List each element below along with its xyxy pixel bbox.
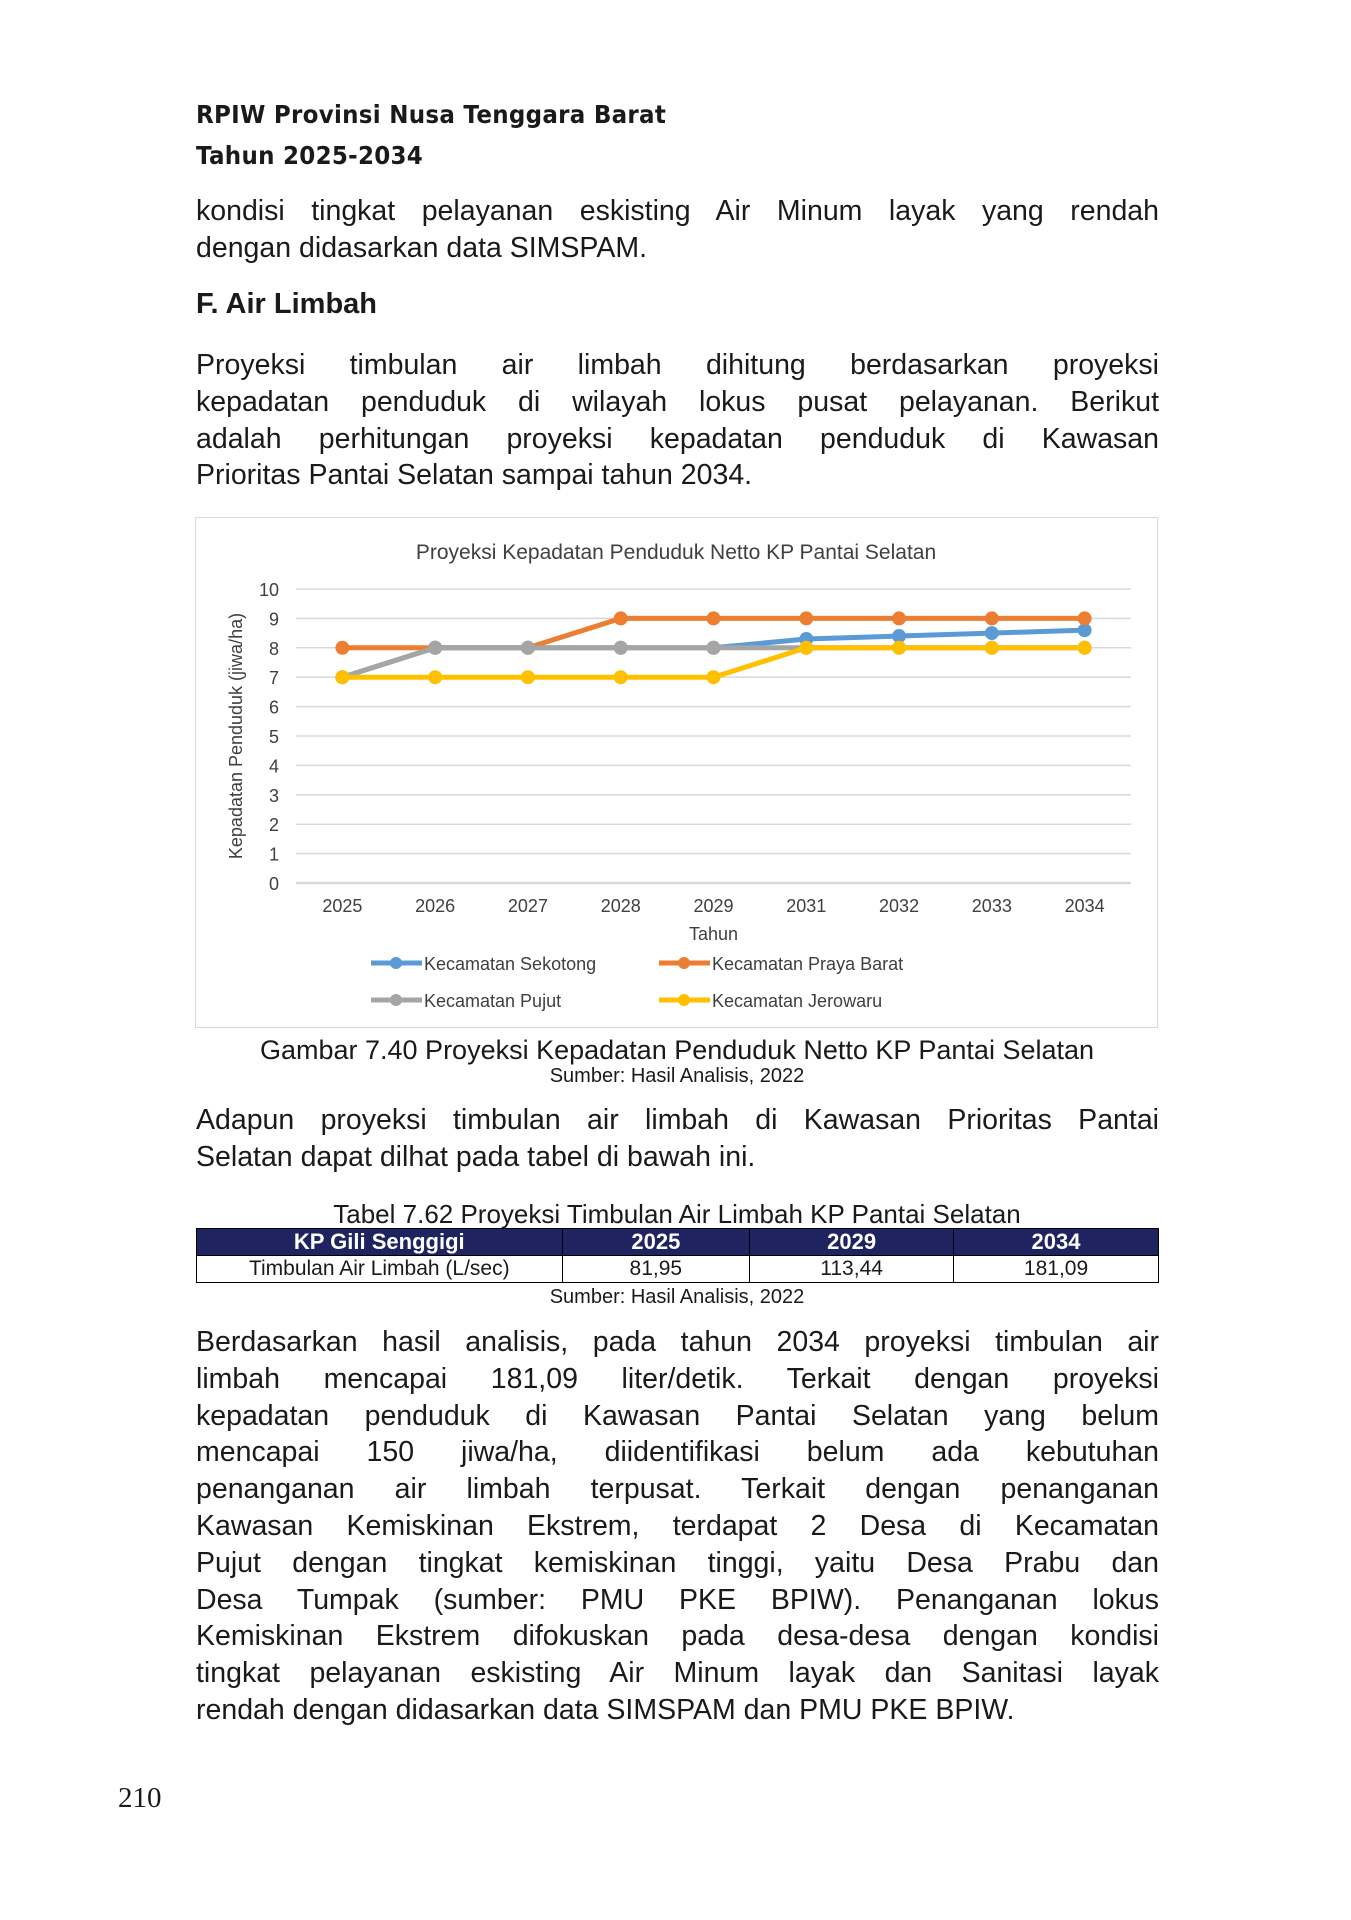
text-line: Kawasan Kemiskinan Ekstrem, terdapat 2 Desa di Kecamatan [196, 1509, 1159, 1542]
y-tick-label: 7 [268, 668, 279, 689]
y-tick-label: 1 [268, 844, 279, 865]
table-header-row [197, 1229, 1159, 1256]
legend-marker [678, 994, 690, 1006]
text-line: Selatan dapat dilhat pada tabel di bawah ini. [196, 1140, 756, 1173]
header-cell: 2034 [954, 1229, 1159, 1256]
data-point [614, 670, 628, 684]
line-chart [196, 518, 1157, 1027]
header-cell: KP Gili Senggigi [197, 1229, 563, 1256]
text-line: limbah mencapai 181,09 liter/detik. Terkait dengan proyeksi [196, 1362, 1159, 1395]
data-point [985, 611, 999, 625]
figure-source: Sumber: Hasil Analisis, 2022 [549, 1065, 805, 1087]
header-cell: 2029 [750, 1229, 954, 1256]
y-tick-label: 8 [268, 638, 279, 659]
x-tick-label: 2027 [507, 896, 548, 916]
text-line: kepadatan penduduk di Kawasan Pantai Selatan yang belum [196, 1399, 1159, 1432]
data-point [707, 611, 721, 625]
text-line: penanganan air limbah terpusat. Terkait dengan penanganan [196, 1473, 1159, 1506]
table-source: Sumber: Hasil Analisis, 2022 [549, 1286, 805, 1308]
legend-marker [390, 994, 402, 1006]
text-line: Proyeksi timbulan air limbah dihitung berdasarkan proyeksi [196, 349, 1159, 381]
legend-marker [678, 957, 690, 969]
data-point [707, 641, 721, 655]
data-point [335, 670, 349, 684]
y-tick-label: 2 [268, 815, 279, 836]
text-line: Kemiskinan Ekstrem difokuskan pada desa-desa dengan kondisi [196, 1620, 1159, 1653]
table-row [197, 1256, 1159, 1283]
x-tick-label: 2034 [1064, 896, 1105, 916]
text-line: Berdasarkan hasil analisis, pada tahun 2034 proyeksi timbulan air [196, 1326, 1159, 1358]
legend-label: Kecamatan Praya Barat [712, 954, 904, 974]
table-cell: 181,09 [954, 1256, 1159, 1283]
running-header-title: RPIW Provinsi Nusa Tenggara Barat [196, 100, 667, 129]
data-point [428, 670, 442, 684]
running-header-year: Tahun 2025-2034 [196, 141, 424, 170]
text-line: kondisi tingkat pelayanan eskisting Air Minum layak yang rendah [196, 195, 1159, 227]
legend-marker [390, 957, 402, 969]
data-point [707, 670, 721, 684]
data-point [614, 641, 628, 655]
figure-caption: Gambar 7.40 Proyeksi Kepadatan Penduduk Netto KP Pantai Selatan [259, 1035, 1095, 1065]
chart-title: Proyeksi Kepadatan Penduduk Netto KP Pantai Selatan [415, 541, 937, 564]
y-tick-label: 10 [258, 580, 279, 600]
chart-frame [195, 517, 1158, 1028]
x-tick-label: 2032 [879, 896, 920, 916]
x-tick-label: 2029 [693, 896, 734, 916]
paragraph-4 [196, 1324, 1159, 1729]
header-cell: 2025 [562, 1229, 750, 1256]
text-line: mencapai 150 jiwa/ha, diidentifikasi belum ada kebutuhan [196, 1436, 1159, 1469]
x-tick-label: 2025 [322, 896, 363, 916]
y-tick-label: 0 [268, 874, 279, 894]
table-cell: 113,44 [750, 1256, 954, 1283]
legend-label: Kecamatan Pujut [424, 991, 562, 1011]
legend-label: Kecamatan Sekotong [424, 954, 597, 974]
text-line: dengan didasarkan data SIMSPAM. [196, 231, 647, 264]
y-tick-label: 4 [268, 756, 279, 777]
x-tick-label: 2026 [415, 896, 456, 916]
x-tick-label: 2033 [971, 896, 1012, 916]
data-point [799, 641, 813, 655]
paragraph-3 [196, 1102, 1159, 1176]
data-point [799, 611, 813, 625]
table-cell: 81,95 [562, 1256, 750, 1283]
text-line: Desa Tumpak (sumber: PMU PKE BPIW). Penanganan lokus [196, 1583, 1159, 1616]
text-line: Adapun proyeksi timbulan air limbah di Kawasan Prioritas Pantai [196, 1104, 1159, 1136]
y-tick-label: 9 [268, 609, 279, 630]
text-line: Pujut dengan tingkat kemiskinan tinggi, yaitu Desa Prabu dan [196, 1546, 1159, 1579]
data-point [521, 641, 535, 655]
data-point [985, 641, 999, 655]
data-point [892, 641, 906, 655]
x-tick-label: 2028 [600, 896, 641, 916]
text-line: Prioritas Pantai Selatan sampai tahun 2034. [196, 459, 753, 492]
text-line: kepadatan penduduk di wilayah lokus pusat pelayanan. Berikut [196, 385, 1159, 418]
page-number: 210 [118, 1782, 162, 1814]
y-tick-label: 5 [268, 727, 279, 747]
y-tick-label: 3 [268, 785, 279, 806]
data-point [335, 641, 349, 655]
data-point [521, 670, 535, 684]
table-cell: Timbulan Air Limbah (L/sec) [197, 1256, 563, 1283]
y-tick-label: 6 [268, 697, 279, 718]
table-title: Tabel 7.62 Proyeksi Timbulan Air Limbah KP Pantai Selatan [333, 1199, 1021, 1229]
data-point [428, 641, 442, 655]
data-point [1078, 641, 1092, 655]
section-heading: F. Air Limbah [196, 288, 377, 320]
text-line: adalah perhitungan proyeksi kepadatan penduduk di Kawasan [196, 422, 1159, 455]
paragraph-1 [196, 193, 1159, 267]
data-point [892, 611, 906, 625]
legend-label: Kecamatan Jerowaru [712, 991, 883, 1011]
text-line: tingkat pelayanan eskisting Air Minum layak dan Sanitasi layak [196, 1657, 1159, 1690]
paragraph-2 [196, 347, 1159, 494]
wastewater-table [196, 1228, 1159, 1283]
y-axis-label: Kepadatan Penduduk (jiwa/ha) [226, 612, 246, 860]
x-axis-label: Tahun [688, 924, 739, 944]
data-point [985, 626, 999, 640]
x-tick-label: 2031 [786, 896, 827, 916]
text-line: rendah dengan didasarkan data SIMSPAM dan PMU PKE BPIW. [196, 1693, 1015, 1726]
data-point [614, 611, 628, 625]
data-point [1078, 611, 1092, 625]
